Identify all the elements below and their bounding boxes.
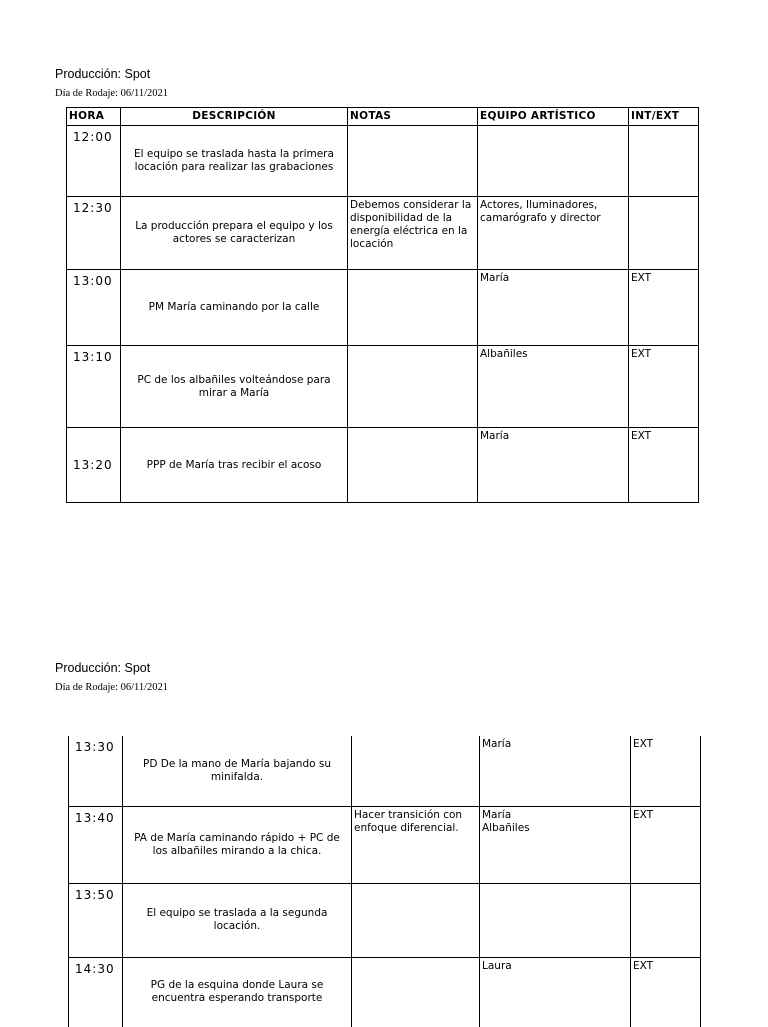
cell-intext: EXT — [629, 270, 699, 346]
cell-equipo: María — [480, 736, 631, 806]
table-row — [67, 270, 699, 346]
cell-notas: Hacer transición con enfoque diferencial. — [352, 806, 480, 883]
schedule-table-continued — [68, 736, 701, 1027]
cell-descripcion: PA de María caminando rápido + PC de los albañiles mirando a la chica. — [123, 806, 352, 883]
cell-descripcion: El equipo se traslada hasta la primera locación para realizar las grabaciones — [121, 126, 348, 197]
cell-hora: 13:20 — [67, 428, 121, 503]
cell-hora: 13:40 — [69, 806, 123, 883]
cell-intext: EXT — [629, 428, 699, 503]
cell-equipo — [480, 806, 631, 883]
table-row — [67, 197, 699, 270]
cell-equipo — [480, 883, 631, 957]
production-title: Producción: Spot — [55, 661, 151, 675]
cell-notas — [352, 736, 480, 806]
shooting-date: Día de Rodaje: 06/11/2021 — [55, 88, 169, 99]
cell-equipo: Albañiles — [478, 346, 629, 428]
cell-intext — [629, 126, 699, 197]
equipo-line: Albañiles — [482, 821, 530, 834]
cell-intext: EXT — [631, 736, 701, 806]
cell-notas — [348, 346, 478, 428]
cell-intext — [631, 883, 701, 957]
table-row — [69, 736, 701, 806]
table-row — [67, 346, 699, 428]
cell-descripcion: PD De la mano de María bajando su minifalda. — [123, 736, 352, 806]
cell-notas: Debemos considerar la disponibilidad de la energía eléctrica en la locación — [348, 197, 478, 270]
header-intext: INT/EXT — [629, 108, 699, 126]
cell-intext: EXT — [631, 806, 701, 883]
cell-hora: 12:30 — [67, 197, 121, 270]
cell-hora: 14:30 — [69, 957, 123, 1027]
cell-descripcion: PM María caminando por la calle — [121, 270, 348, 346]
table-row — [69, 883, 701, 957]
cell-equipo: María — [478, 270, 629, 346]
cell-hora: 13:00 — [67, 270, 121, 346]
shooting-date: Día de Rodaje: 06/11/2021 — [55, 682, 169, 693]
equipo-line: María — [482, 808, 512, 821]
cell-intext: EXT — [631, 957, 701, 1027]
table-header-row — [67, 108, 699, 126]
cell-descripcion: El equipo se traslada a la segunda locación. — [123, 883, 352, 957]
cell-hora: 13:50 — [69, 883, 123, 957]
cell-descripcion: La producción prepara el equipo y los actores se caracterizan — [121, 197, 348, 270]
table-row — [67, 126, 699, 197]
table-row — [69, 806, 701, 883]
cell-descripcion: PC de los albañiles volteándose para mirar a María — [121, 346, 348, 428]
table-row — [69, 957, 701, 1027]
schedule-table — [66, 107, 699, 503]
cell-intext: EXT — [629, 346, 699, 428]
cell-notas — [348, 270, 478, 346]
cell-descripcion: PPP de María tras recibir el acoso — [121, 428, 348, 503]
header-equipo: EQUIPO ARTÍSTICO — [478, 108, 629, 126]
cell-hora: 13:30 — [69, 736, 123, 806]
header-descripcion: DESCRIPCIÓN — [121, 108, 348, 126]
cell-hora: 12:00 — [67, 126, 121, 197]
production-title: Producción: Spot — [55, 67, 151, 81]
cell-intext — [629, 197, 699, 270]
cell-equipo — [478, 126, 629, 197]
header-notas: NOTAS — [348, 108, 478, 126]
table-row — [67, 428, 699, 503]
cell-notas — [352, 957, 480, 1027]
cell-hora: 13:10 — [67, 346, 121, 428]
cell-descripcion: PG de la esquina donde Laura se encuentra esperando transporte — [123, 957, 352, 1027]
cell-notas — [348, 126, 478, 197]
cell-equipo: Laura — [480, 957, 631, 1027]
cell-equipo: Actores, Iluminadores, camarógrafo y director — [478, 197, 629, 270]
cell-notas — [352, 883, 480, 957]
header-hora: HORA — [67, 108, 121, 126]
cell-equipo: María — [478, 428, 629, 503]
cell-notas — [348, 428, 478, 503]
